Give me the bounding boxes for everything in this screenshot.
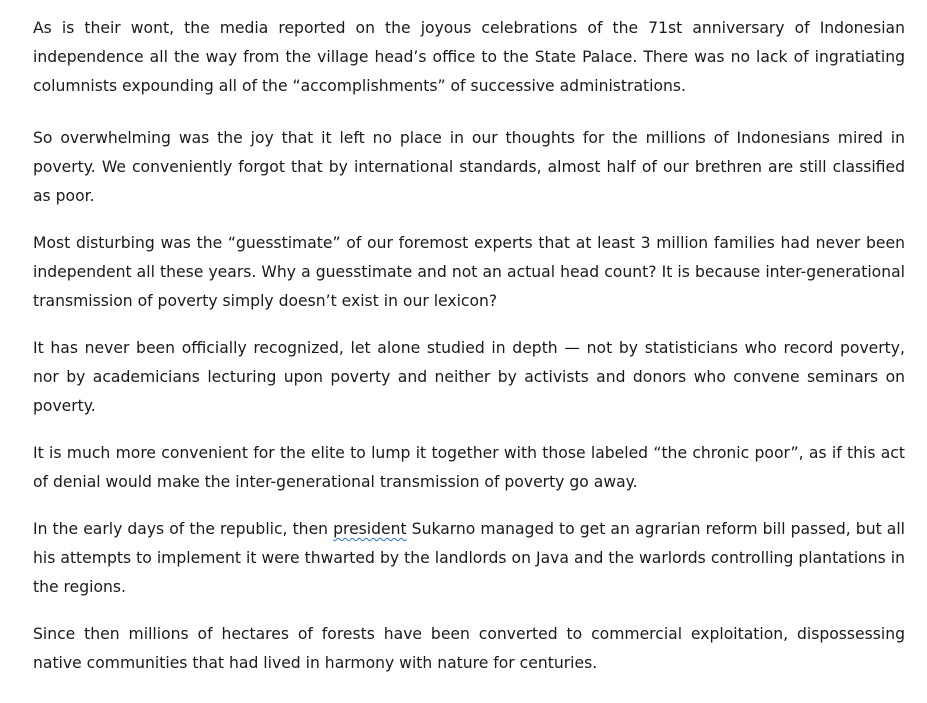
document-body (33, 14, 905, 678)
paragraph-millions-in-poverty: So overwhelming was the joy that it left no place in our thoughts for the millions of Indonesians mired in poverty. We conveniently forgot that by international standards, almost half of our brethren are still classified as poor. (33, 129, 905, 205)
agrarian-text-before: In the early days of the republic, then (33, 520, 334, 538)
paragraph-forest-conversion: Since then millions of hectares of forests have been converted to commercial exploitation, dispossessing native communities that had lived in harmony with nature for centuries. (33, 625, 905, 672)
agrarian-text-after: Sukarno managed to get an agrarian reform bill passed, but all his attempts to implement it were thwarted by the landlords on Java and the warlords controlling plantations in the regions. (33, 520, 905, 596)
paragraph-never-recognized: It has never been officially recognized, let alone studied in depth — not by statisticians who record poverty, nor by academicians lecturing upon poverty and neither by activists and donors who convene seminars on poverty. (33, 339, 905, 415)
paragraph-guesstimate: Most disturbing was the “guesstimate” of our foremost experts that at least 3 million families had never been independent all these years. Why a guesstimate and not an actual head count? It is because inter-generational transmission of poverty simply doesn’t exist in our lexicon? (33, 234, 905, 310)
paragraph-chronic-poor: It is much more convenient for the elite to lump it together with those labeled “the chronic poor”, as if this act of denial would make the inter-generational transmission of poverty go away. (33, 444, 905, 491)
spellcheck-flagged-word[interactable]: president (333, 520, 407, 538)
paragraph-agrarian-reform (33, 515, 905, 602)
paragraph-independence-celebrations: As is their wont, the media reported on the joyous celebrations of the 71st anniversary of Indonesian independence all the way from the village head’s office to the State Palace. There was no lack of ingratiating columnists expounding all of the “accomplishments” of successive administrations. (33, 19, 905, 95)
